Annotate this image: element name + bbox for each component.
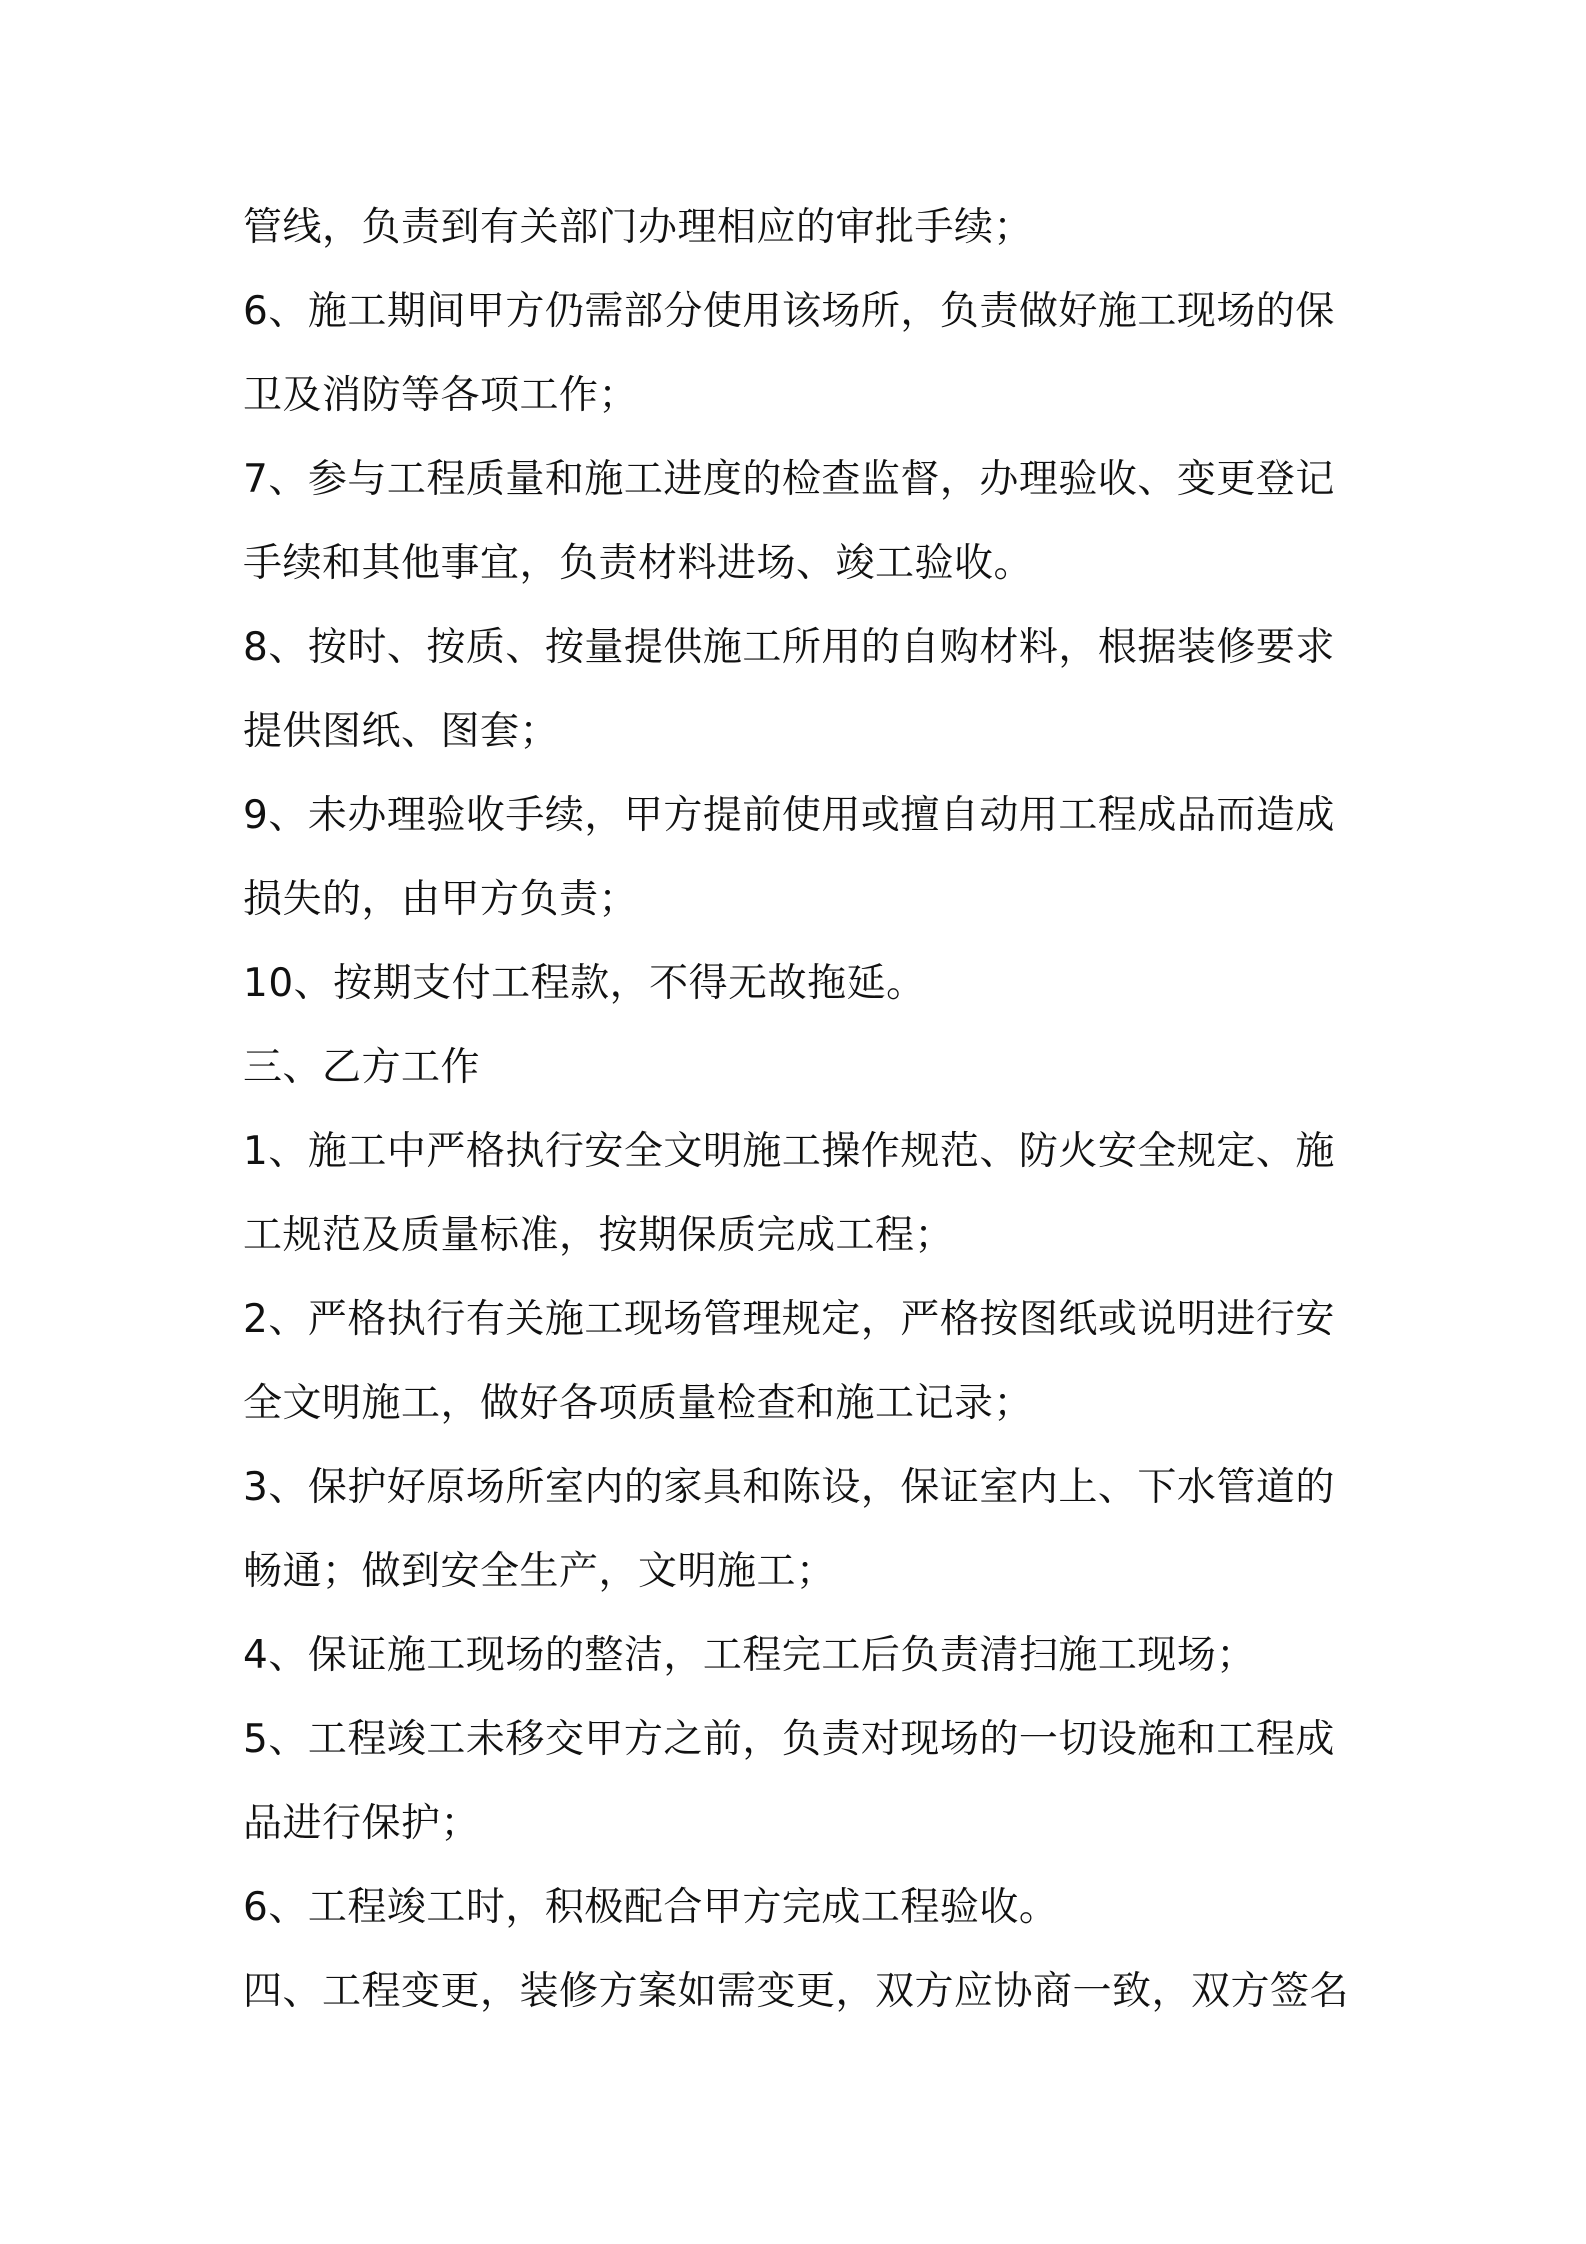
text-line: 手续和其他事宜，负责材料进场、竣工验收。 (243, 541, 1034, 586)
text-line: 6、施工期间甲方仍需部分使用该场所，负责做好施工现场的保 (243, 289, 1335, 334)
text-line: 工规范及质量标准，按期保质完成工程； (243, 1213, 955, 1258)
text-line: 6、工程竣工时，积极配合甲方完成工程验收。 (243, 1885, 1059, 1930)
text-line: 5、工程竣工未移交甲方之前，负责对现场的一切设施和工程成 (243, 1717, 1335, 1762)
text-line: 损失的，由甲方负责； (243, 877, 639, 922)
text-line: 提供图纸、图套； (243, 709, 560, 754)
text-line: 10、按期支付工程款，不得无故拖延。 (243, 961, 926, 1006)
text-line: 4、保证施工现场的整洁，工程完工后负责清扫施工现场； (243, 1633, 1256, 1678)
text-line: 8、按时、按质、按量提供施工所用的自购材料，根据装修要求 (243, 625, 1335, 670)
section-heading: 三、乙方工作 (243, 1045, 481, 1090)
text-line: 2、严格执行有关施工现场管理规定，严格按图纸或说明进行安 (243, 1297, 1335, 1342)
text-line: 畅通；做到安全生产，文明施工； (243, 1549, 836, 1594)
text-line: 卫及消防等各项工作； (243, 373, 639, 418)
text-line: 品进行保护； (243, 1801, 481, 1846)
text-line: 管线，负责到有关部门办理相应的审批手续； (243, 205, 1034, 250)
text-line: 3、保护好原场所室内的家具和陈设，保证室内上、下水管道的 (243, 1465, 1335, 1510)
section-heading: 四、工程变更，装修方案如需变更，双方应协商一致，双方签名 (243, 1969, 1350, 2014)
text-line: 7、参与工程质量和施工进度的检查监督，办理验收、变更登记 (243, 457, 1335, 502)
text-line: 全文明施工，做好各项质量检查和施工记录； (243, 1381, 1034, 1426)
text-line: 1、施工中严格执行安全文明施工操作规范、防火安全规定、施 (243, 1129, 1335, 1174)
text-line: 9、未办理验收手续，甲方提前使用或擅自动用工程成品而造成 (243, 793, 1335, 838)
